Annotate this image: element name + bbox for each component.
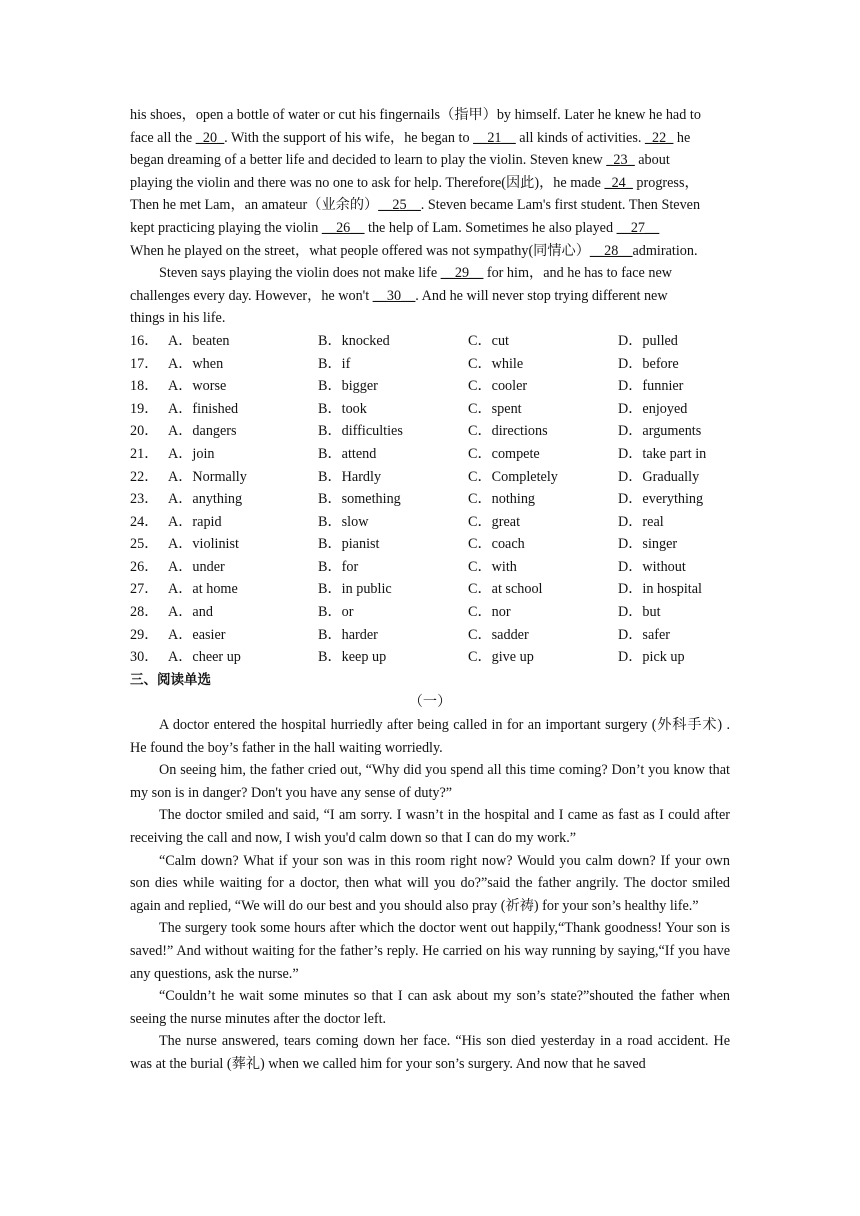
passage-text: he [673, 129, 691, 146]
document-page [130, 104, 730, 1076]
option-b: B．bigger [318, 378, 378, 395]
passage-text: admiration. [632, 242, 698, 259]
answer-blank: _23_ [606, 152, 635, 169]
option-d: D．without [618, 558, 686, 575]
passage-text: the help of Lam. Sometimes he also played [364, 219, 617, 236]
answer-blank: __29__ [440, 265, 484, 282]
question-number: 20． [130, 423, 159, 440]
passage-text: playing the violin and there was no one to ask for help. Therefore(因此)，he made [130, 174, 605, 191]
option-b: B．or [318, 604, 354, 621]
option-a: A．Normally [168, 468, 247, 485]
option-row [130, 556, 730, 579]
option-row [130, 578, 730, 601]
question-number: 23． [130, 491, 159, 508]
passage-text: . Steven became Lam's first student. Then Steven [420, 197, 701, 214]
option-row [130, 420, 730, 443]
option-row [130, 511, 730, 534]
option-b: B．if [318, 355, 351, 372]
option-row [130, 330, 730, 353]
option-d: D．in hospital [618, 581, 702, 598]
reading-paragraph: The doctor smiled and said, “I am sorry. I wasn’t in the hospital and I came as fast as I could after receiving the call and now, I wish you'd calm down so that I can do my work.” [130, 807, 730, 846]
option-b: B．pianist [318, 536, 380, 553]
option-a: A．finished [168, 400, 239, 417]
question-number: 30． [130, 649, 159, 666]
option-c: C．great [468, 513, 521, 530]
question-number: 27． [130, 581, 159, 598]
question-number: 25． [130, 536, 159, 553]
option-b: B．attend [318, 445, 377, 462]
option-d: D．real [618, 513, 664, 530]
option-b: B．keep up [318, 649, 387, 666]
option-c: C．nor [468, 604, 511, 621]
passage-text: face all the [130, 129, 196, 146]
passage-text: progress， [632, 174, 699, 191]
option-a: A．rapid [168, 513, 222, 530]
option-d: D．take part in [618, 445, 707, 462]
option-a: A．anything [168, 491, 243, 508]
question-number: 29． [130, 626, 159, 643]
option-a: A．violinist [168, 536, 239, 553]
option-c: C．Completely [468, 468, 558, 485]
question-number: 22． [130, 468, 159, 485]
reading-paragraph: The surgery took some hours after which the doctor went out happily,“Thank goodness! Your son is saved!” And without waiting for the father’s reply. He carried on his way running by saying,“If you have any questions, ask the nurse.” [130, 920, 730, 982]
passage-text: . And he will never stop trying different new [415, 287, 668, 304]
option-b: B．for [318, 558, 359, 575]
option-row [130, 443, 730, 466]
answer-blank: _20_ [195, 129, 225, 146]
option-c: C．directions [468, 423, 548, 440]
option-d: D．before [618, 355, 679, 372]
option-c: C．compete [468, 445, 540, 462]
option-c: C．while [468, 355, 524, 372]
cloze-passage-paragraph-2 [130, 262, 730, 330]
option-b: B．Hardly [318, 468, 382, 485]
cloze-passage-paragraph-1 [130, 104, 730, 262]
question-number: 21． [130, 445, 159, 462]
option-c: C．at school [468, 581, 543, 598]
answer-blank: __28__ [589, 242, 633, 259]
option-c: C．give up [468, 649, 534, 666]
option-row [130, 601, 730, 624]
option-d: D．pick up [618, 649, 685, 666]
question-number: 19． [130, 400, 159, 417]
question-number: 18． [130, 378, 159, 395]
option-b: B．slow [318, 513, 369, 530]
passage-text: challenges every day. However，he won't [130, 287, 373, 304]
reading-paragraph: The nurse answered, tears coming down her face. “His son died yesterday in a road accident. He was at the burial (葬礼) when we called him for your son’s surgery. And now that he saved [130, 1033, 730, 1072]
answer-blank: __26__ [321, 219, 365, 236]
option-row [130, 375, 730, 398]
answer-blank: __27__ [616, 219, 660, 236]
option-c: C．cooler [468, 378, 528, 395]
reading-passage [130, 714, 730, 1076]
passage-text: When he played on the street，what people offered was not sympathy(同情心） [130, 242, 590, 259]
option-row [130, 646, 730, 669]
option-row [130, 624, 730, 647]
option-b: B．difficulties [318, 423, 403, 440]
section-title: 三、阅读单选 [130, 671, 211, 688]
option-a: A．worse [168, 378, 227, 395]
option-d: D．funnier [618, 378, 684, 395]
passage-text: began dreaming of a better life and decided to learn to play the violin. Steven knew [130, 152, 607, 169]
passage-text: Then he met Lam，an amateur（业余的） [130, 197, 379, 214]
answer-blank: __21__ [473, 129, 516, 146]
option-d: D．safer [618, 626, 670, 643]
passage-subtitle: （一） [408, 694, 452, 711]
passage-paragraph [130, 262, 730, 330]
option-d: D．singer [618, 536, 678, 553]
option-b: B．in public [318, 581, 392, 598]
option-a: A．dangers [168, 423, 237, 440]
reading-paragraph: On seeing him, the father cried out, “Why did you spend all this time coming? Don’t you know that my son is in danger? Don't you have any sense of duty?” [130, 762, 730, 801]
option-a: A．when [168, 355, 224, 372]
option-a: A．easier [168, 626, 226, 643]
option-row [130, 398, 730, 421]
question-number: 28． [130, 604, 159, 621]
option-b: B．harder [318, 626, 378, 643]
option-row [130, 533, 730, 556]
answer-blank: _22_ [644, 129, 674, 146]
reading-paragraph: “Calm down? What if your son was in this room right now? Would you calm down? If your own son dies while waiting for a doctor, then what will you do?”said the father angrily. The doctor smiled again and replied, “We will do our best and you should also pray (祈祷) for your son’s healthy life.” [130, 852, 730, 914]
question-number: 17． [130, 355, 159, 372]
answer-blank: _24_ [604, 174, 633, 191]
passage-text: kept practicing playing the violin [130, 219, 322, 236]
option-a: A．join [168, 445, 215, 462]
option-c: C．cut [468, 332, 509, 349]
option-d: D．enjoyed [618, 400, 688, 417]
question-number: 16． [130, 332, 159, 349]
passage-text: Steven says playing the violin does not make life [159, 265, 441, 282]
answer-blank: __25__ [378, 197, 421, 214]
passage-text: . With the support of his wife，he began to [224, 129, 474, 146]
option-c: C．spent [468, 400, 522, 417]
option-d: D．but [618, 604, 661, 621]
question-number: 24． [130, 513, 159, 530]
answer-blank: __30__ [372, 287, 416, 304]
option-c: C．coach [468, 536, 525, 553]
option-d: D．pulled [618, 332, 678, 349]
option-c: C．sadder [468, 626, 529, 643]
option-d: D．Gradually [618, 468, 700, 485]
passage-text: things in his life. [130, 310, 226, 327]
option-a: A．and [168, 604, 213, 621]
option-a: A．beaten [168, 332, 230, 349]
passage-text: his shoes，open a bottle of water or cut his fingernails（指甲）by himself. Later he knew he had to [130, 107, 701, 123]
reading-paragraph: A doctor entered the hospital hurriedly after being called in for an important surgery (外科手术) . He found the boy’s father in the hall waiting worriedly. [130, 717, 730, 756]
reading-paragraph: “Couldn’t he wait some minutes so that I can ask about my son’s state?”shouted the father when seeing the nurse minutes after the doctor left. [130, 988, 730, 1027]
option-row [130, 488, 730, 511]
passage-text: about [634, 152, 670, 169]
option-row [130, 353, 730, 376]
option-b: B．knocked [318, 332, 390, 349]
passage-paragraph [130, 104, 730, 262]
question-number: 26． [130, 558, 159, 575]
option-a: A．under [168, 558, 225, 575]
option-row [130, 466, 730, 489]
option-d: D．everything [618, 491, 704, 508]
option-d: D．arguments [618, 423, 702, 440]
option-c: C．nothing [468, 491, 536, 508]
option-a: A．cheer up [168, 649, 241, 666]
passage-text: for him，and he has to face new [483, 265, 673, 282]
option-c: C．with [468, 558, 517, 575]
cloze-options-table [130, 330, 730, 669]
option-b: B．took [318, 400, 367, 417]
option-a: A．at home [168, 581, 238, 598]
passage-text: all kinds of activities. [515, 129, 645, 146]
option-b: B．something [318, 491, 401, 508]
